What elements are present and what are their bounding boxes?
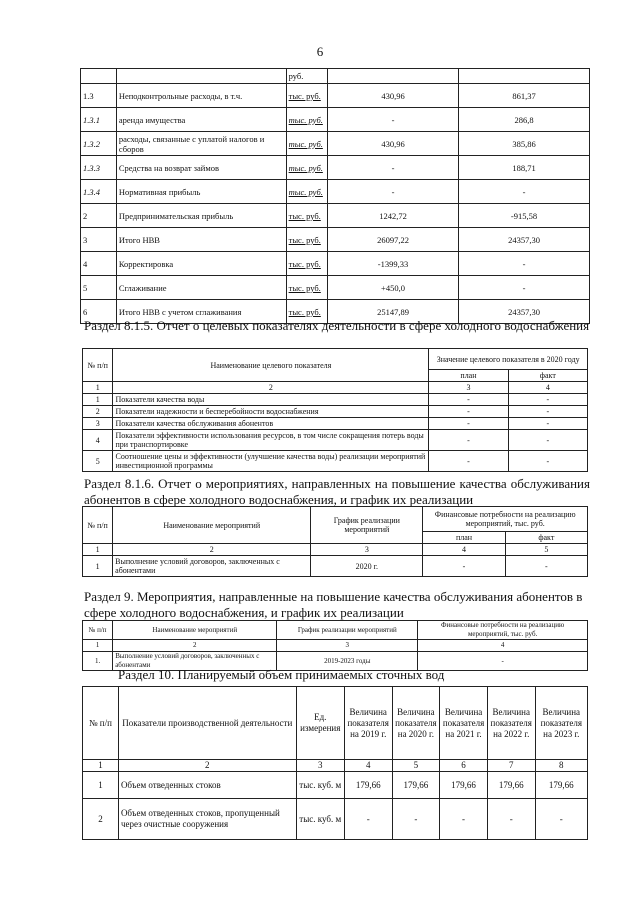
row-num: 1 <box>83 772 119 799</box>
col-name: Наименование мероприятий <box>113 621 277 640</box>
row-value-fact <box>459 69 590 84</box>
col-num: № п/п <box>83 507 113 544</box>
row-num: 1 <box>83 394 113 406</box>
wastewater-volume-table <box>82 686 588 840</box>
row-name: Сглаживание <box>116 276 286 300</box>
row-name: Выполнение условий договоров, заключенных с абонентами <box>113 652 277 671</box>
row-plan: - <box>429 394 508 406</box>
row-value: - <box>344 799 392 840</box>
row-name: Показатели качества обслуживания абонентов <box>113 418 429 430</box>
row-value-fact: - <box>459 180 590 204</box>
idx-cell: 4 <box>344 760 392 772</box>
idx-cell: 5 <box>505 544 587 556</box>
idx-cell: 3 <box>277 640 418 652</box>
row-unit: тыс. руб. <box>286 180 327 204</box>
col-year: Величина показателя на 2021 г. <box>440 687 488 760</box>
idx-cell: 2 <box>113 382 429 394</box>
idx-cell: 4 <box>423 544 505 556</box>
idx-cell: 7 <box>487 760 535 772</box>
row-unit: тыс. руб. <box>286 276 327 300</box>
row-value-fact: 286,8 <box>459 108 590 132</box>
col-plan: план <box>429 370 508 382</box>
row-value: 179,66 <box>487 772 535 799</box>
col-num: № п/п <box>83 349 113 382</box>
row-num: 2 <box>83 799 119 840</box>
section-8-1-6-heading: Раздел 8.1.6. Отчет о мероприятиях, направленных на повышение качества обслуживания абонентов в сфере холодного водоснабжения, и график их реализации <box>84 476 590 507</box>
row-num: 2 <box>83 406 113 418</box>
row-name: Объем отведенных стоков <box>118 772 296 799</box>
row-unit: тыс. руб. <box>286 156 327 180</box>
row-plan: - <box>423 556 505 577</box>
row-name: Предпринимательская прибыль <box>116 204 286 228</box>
row-value-fact: -915,58 <box>459 204 590 228</box>
row-financing: - <box>418 652 588 671</box>
row-value: - <box>440 799 488 840</box>
col-fact: факт <box>505 532 587 544</box>
table-row <box>81 252 590 276</box>
row-value-plan <box>328 69 459 84</box>
row-num: 1.3.4 <box>81 180 117 204</box>
row-fact: - <box>508 406 587 418</box>
row-value-plan: - <box>328 180 459 204</box>
table-row <box>83 406 588 418</box>
row-num: 1. <box>83 652 113 671</box>
table-row <box>81 156 590 180</box>
table-row <box>83 451 588 472</box>
row-num: 1.3.1 <box>81 108 117 132</box>
row-plan: - <box>429 406 508 418</box>
row-name: аренда имущества <box>116 108 286 132</box>
row-name: Показатели надежности и бесперебойности водоснабжения <box>113 406 429 418</box>
table-row <box>81 204 590 228</box>
row-name: Средства на возврат займов <box>116 156 286 180</box>
idx-cell: 8 <box>535 760 587 772</box>
row-plan: - <box>429 430 508 451</box>
idx-cell: 3 <box>429 382 508 394</box>
row-unit: тыс. руб. <box>286 84 327 108</box>
idx-cell: 5 <box>392 760 440 772</box>
col-year: Величина показателя на 2023 г. <box>535 687 587 760</box>
target-indicators-table <box>82 348 588 472</box>
col-year: Величина показателя на 2019 г. <box>344 687 392 760</box>
row-fact: - <box>505 556 587 577</box>
row-name: Итого НВВ <box>116 228 286 252</box>
row-num: 4 <box>83 430 113 451</box>
row-value: 179,66 <box>344 772 392 799</box>
row-unit: тыс. руб. <box>286 204 327 228</box>
row-value-fact: 385,86 <box>459 132 590 156</box>
row-unit: тыс. руб. <box>286 300 327 324</box>
row-value-fact: 24357,30 <box>459 228 590 252</box>
idx-cell: 1 <box>83 544 113 556</box>
row-num: 1.3.3 <box>81 156 117 180</box>
row-value-plan: 1242,72 <box>328 204 459 228</box>
row-value-fact: 24357,30 <box>459 300 590 324</box>
idx-cell: 4 <box>508 382 587 394</box>
row-value-plan: +450,0 <box>328 276 459 300</box>
col-num: № п/п <box>83 687 119 760</box>
row-name: Показатели качества воды <box>113 394 429 406</box>
row-num <box>81 69 117 84</box>
row-unit: руб. <box>286 69 327 84</box>
row-num: 5 <box>83 451 113 472</box>
idx-cell: 3 <box>296 760 344 772</box>
row-name: Выполнение условий договоров, заключенных с абонентами <box>113 556 311 577</box>
row-num: 2 <box>81 204 117 228</box>
table-row <box>81 228 590 252</box>
table-row <box>81 180 590 204</box>
row-value-plan: 430,96 <box>328 132 459 156</box>
row-value-fact: 861,37 <box>459 84 590 108</box>
section-10-heading: Раздел 10. Планируемый объем принимаемых сточных вод <box>118 667 445 682</box>
row-num: 5 <box>81 276 117 300</box>
row-value-fact: 188,71 <box>459 156 590 180</box>
idx-cell: 1 <box>83 382 113 394</box>
table-row <box>83 394 588 406</box>
idx-cell: 2 <box>118 760 296 772</box>
table-row <box>81 84 590 108</box>
row-unit: тыс. руб. <box>286 132 327 156</box>
row-name: Нормативная прибыль <box>116 180 286 204</box>
col-year: Величина показателя на 2022 г. <box>487 687 535 760</box>
row-num: 1.3.2 <box>81 132 117 156</box>
col-financing: Финансовые потребности на реализацию мероприятий, тыс. руб. <box>423 507 588 532</box>
row-num: 1 <box>83 556 113 577</box>
row-schedule: 2019-2023 годы <box>277 652 418 671</box>
col-value: Значение целевого показателя в 2020 году <box>429 349 588 370</box>
row-num: 3 <box>83 418 113 430</box>
row-plan: - <box>429 451 508 472</box>
row-value: - <box>535 799 587 840</box>
idx-cell: 4 <box>418 640 588 652</box>
section-8-1-5-heading: Раздел 8.1.5. Отчет о целевых показателях деятельности в сфере холодного водоснабжения <box>84 318 590 333</box>
row-fact: - <box>508 430 587 451</box>
row-unit: тыс. куб. м <box>296 799 344 840</box>
row-name: расходы, связанные с уплатой налогов и сборов <box>116 132 286 156</box>
table-row <box>81 276 590 300</box>
row-name: Показатели эффективности использования ресурсов, в том числе сокращения потерь воды при транспортировке <box>113 430 429 451</box>
row-name: Объем отведенных стоков, пропущенный через очистные сооружения <box>118 799 296 840</box>
table-row <box>83 772 588 799</box>
row-name: Неподконтрольные расходы, в т.ч. <box>116 84 286 108</box>
row-name <box>116 69 286 84</box>
col-year: Величина показателя на 2020 г. <box>392 687 440 760</box>
idx-cell: 2 <box>113 640 277 652</box>
planned-events-table <box>82 620 588 671</box>
row-value-plan: 430,96 <box>328 84 459 108</box>
row-value: - <box>487 799 535 840</box>
row-plan: - <box>429 418 508 430</box>
row-num: 4 <box>81 252 117 276</box>
row-unit: тыс. руб. <box>286 252 327 276</box>
col-plan: план <box>423 532 505 544</box>
row-fact: - <box>508 451 587 472</box>
col-name: Наименование мероприятий <box>113 507 311 544</box>
row-value-plan: -1399,33 <box>328 252 459 276</box>
page-number: 6 <box>316 44 324 59</box>
table-row <box>83 799 588 840</box>
row-num: 6 <box>81 300 117 324</box>
row-fact: - <box>508 394 587 406</box>
row-value: 179,66 <box>440 772 488 799</box>
row-value-plan: - <box>328 108 459 132</box>
row-num: 3 <box>81 228 117 252</box>
idx-cell: 2 <box>113 544 311 556</box>
row-name: Соотношение цены и эффективности (улучшение качества воды) реализации мероприятий инвестиционной программы <box>113 451 429 472</box>
table-row <box>81 69 590 84</box>
table-row <box>83 430 588 451</box>
section-9-heading: Раздел 9. Мероприятия, направленные на повышение качества обслуживания абонентов в сфере холодного водоснабжения, и график их реализации <box>84 589 583 620</box>
row-value-plan: 25147,89 <box>328 300 459 324</box>
col-financing: Финансовые потребности на реализацию мероприятий, тыс. руб. <box>418 621 588 640</box>
row-value: 179,66 <box>392 772 440 799</box>
col-schedule: График реализации мероприятий <box>277 621 418 640</box>
row-schedule: 2020 г. <box>311 556 423 577</box>
row-value-fact: - <box>459 252 590 276</box>
row-unit: тыс. руб. <box>286 228 327 252</box>
table-row <box>81 132 590 156</box>
col-fact: факт <box>508 370 587 382</box>
col-num: № п/п <box>83 621 113 640</box>
table-row <box>81 108 590 132</box>
row-value-plan: - <box>328 156 459 180</box>
nvv-table <box>80 68 590 324</box>
row-value-plan: 26097,22 <box>328 228 459 252</box>
row-fact: - <box>508 418 587 430</box>
row-unit: тыс. куб. м <box>296 772 344 799</box>
row-name: Корректировка <box>116 252 286 276</box>
row-value-fact: - <box>459 276 590 300</box>
row-num: 1.3 <box>81 84 117 108</box>
row-value: - <box>392 799 440 840</box>
idx-cell: 1 <box>83 760 119 772</box>
col-unit: Ед. измерения <box>296 687 344 760</box>
idx-cell: 1 <box>83 640 113 652</box>
idx-cell: 3 <box>311 544 423 556</box>
events-report-table <box>82 506 588 577</box>
row-value: 179,66 <box>535 772 587 799</box>
col-name: Наименование целевого показателя <box>113 349 429 382</box>
col-name: Показатели производственной деятельности <box>118 687 296 760</box>
idx-cell: 6 <box>440 760 488 772</box>
row-unit: тыс. руб. <box>286 108 327 132</box>
row-name: Итого НВВ с учетом сглаживания <box>116 300 286 324</box>
table-row <box>83 418 588 430</box>
col-schedule: График реализации мероприятий <box>311 507 423 544</box>
